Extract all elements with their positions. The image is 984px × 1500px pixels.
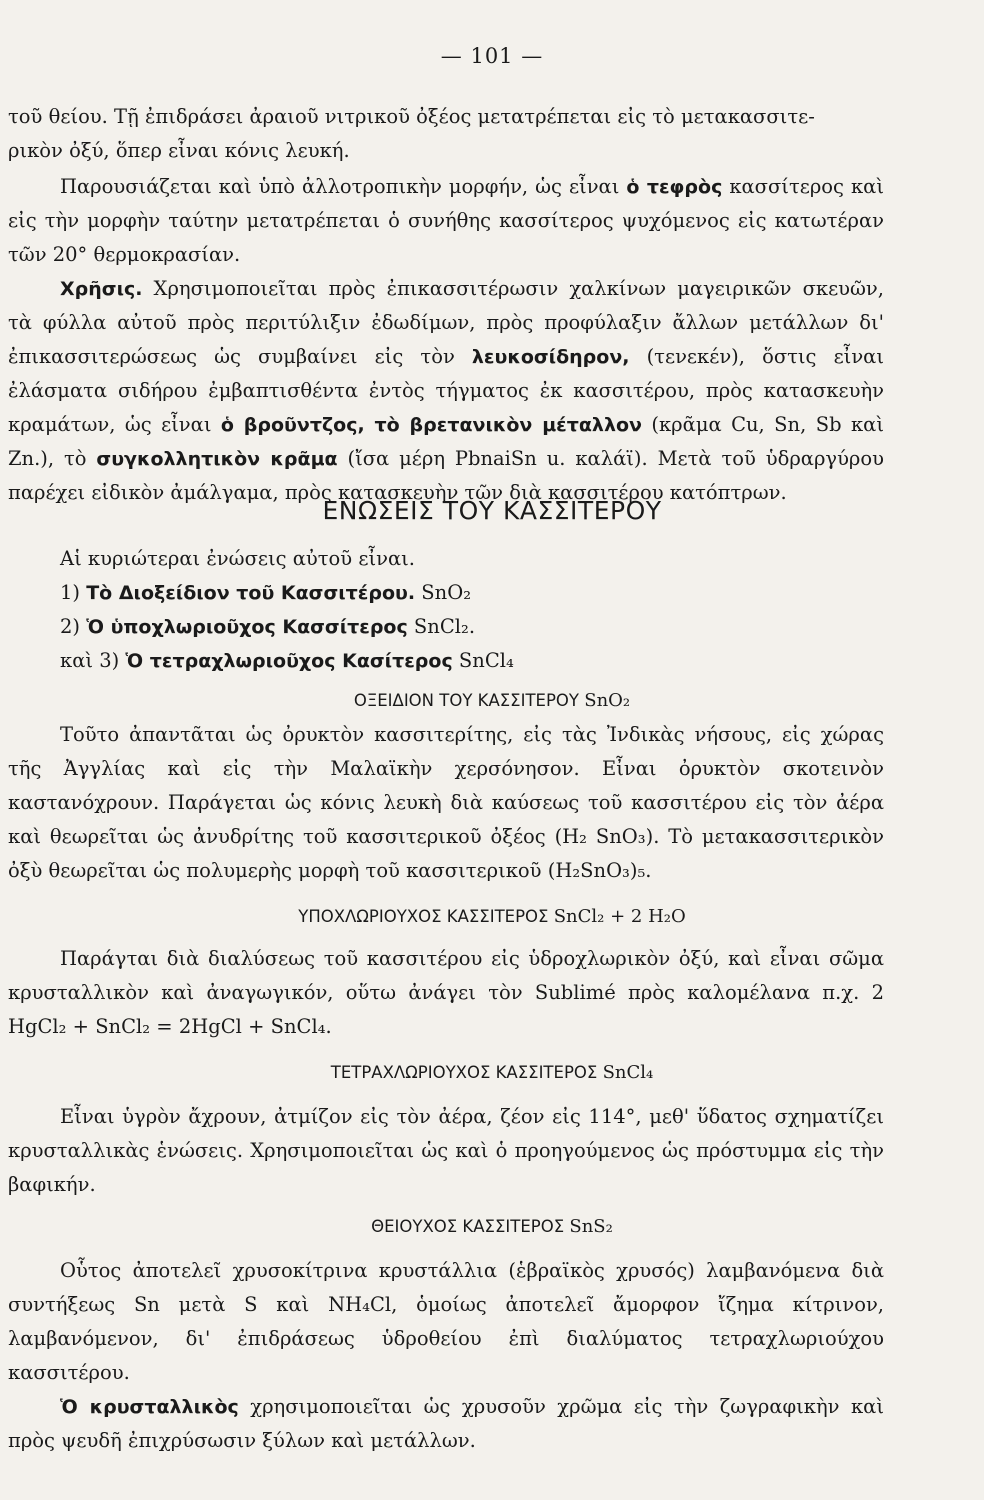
intro-paragraph — [8, 100, 884, 168]
sulfide-paragraph — [8, 1254, 884, 1458]
oxide-paragraph — [8, 718, 884, 888]
tetrachloride-text: Εἶναι ὑγρὸν ἄχρουν, ἀτμίζον εἰς τὸν ἀέρα, ζέον εἰς 114°, μεθ' ὕδατος σχηματίζει κρυσταλλικὰς ἑνώσεις. Χρησιμοποιεῖται ὡς καὶ ὁ προηγούμενος ὡς πρόστυμμα εἰς τὴν βαφικήν. — [8, 1105, 884, 1196]
intro-line-2: ρικὸν ὀξύ, ὅπερ εἶναι κόνις λευκή. — [8, 139, 350, 162]
uses-label: Χρῆσις. — [60, 278, 143, 300]
dichloride-heading: ΥΠΟΧΛΩΡΙΟΥΧΟΣ ΚΑΣΣΙΤΕΡΟΣ SnCl₂ + 2 H₂O — [298, 906, 686, 927]
uses-text-3: (κρᾶμα Cu, Sn, Sb καὶ Zn.), τὸ — [8, 413, 884, 470]
dichloride-text: Παράγται διὰ διαλύσεως τοῦ κασσιτέρου εἰς ὑδροχλωρικὸν ὀξύ, καὶ εἶναι σῶμα κρυσταλλικὸν καὶ ἀναγωγικόν, οὕτω ἀνάγει τὸν Sublimé πρὸς καλομέλανα π.χ. 2 HgCl₂ + SnCl₂ = 2HgCl + SnCl₄. — [8, 947, 884, 1038]
compound-item-1: 1) Τὸ Διοξείδιον τοῦ Κασσιτέρου. SnO₂ — [60, 581, 472, 604]
compounds-intro: Αἱ κυριώτεραι ἐνώσεις αὐτοῦ εἶναι. — [60, 547, 415, 570]
allotropic-text-pre: Παρουσιάζεται καὶ ὑπὸ ἀλλοτροπικὴν μορφήν, ὡς εἶναι — [60, 175, 627, 198]
crystalline-use: Ὁ κρυσταλλικὸς χρησιμοποιεῖται ὡς χρυσοῦν χρῶμα εἰς τὴν ζωγραφικὴν καὶ πρὸς ψευδῆ ἐπιχρύσωσιν ξύλων καὶ μετάλλων. — [8, 1395, 884, 1452]
page-number: — 101 — — [440, 44, 544, 68]
uses-text-2: (τενεκέν), ὅστις εἶναι ἐλάσματα σιδήρου ἐμβαπτισθέντα ἐντὸς τήγματος ἐκ κασσιτέρου, πρὸς κατασκευὴν κραμάτων, ὡς εἶναι — [8, 345, 884, 436]
uses-text-4: (ἴσα μέρη PbnaiSn u. καλάϊ). Μετὰ τοῦ ὑδραργύρου παρέχει εἰδικὸν ἀμάλγαμα, πρὸς κατασκευὴν τῶν διὰ κασσιτέρου κατόπτρων. — [8, 447, 884, 504]
dichloride-formula: SnCl₂ + 2 H₂O — [553, 906, 686, 927]
compound-item-2: 2) Ὁ ὑποχλωριοῦχος Κασσίτερος SnCl₂. — [60, 615, 476, 638]
tetrachloride-heading: ΤΕΤΡΑΧΛΩΡΙΟΥΧΟΣ ΚΑΣΣΙΤΕΡΟΣ SnCl₄ — [330, 1062, 654, 1083]
sulfide-formula: SnS₂ — [569, 1216, 613, 1237]
uses-paragraph — [8, 272, 884, 510]
sulfide-heading: ΘΕΙΟΥΧΟΣ ΚΑΣΣΙΤΕΡΟΣ SnS₂ — [371, 1216, 613, 1237]
compounds-list — [8, 542, 884, 678]
oxide-formula: SnO₂ — [584, 690, 631, 711]
tinplate-term: λευκοσίδηρον, — [471, 346, 630, 368]
sulfide-text: Οὗτος ἀποτελεῖ χρυσοκίτρινα κρυστάλλια (ἑβραϊκὸς χρυσός) λαμβανόμενα διὰ συντήξεως Sn μετὰ S καὶ NH₄Cl, ὁμοίως ἀποτελεῖ ἄμορφον ἴζημα κίτρινον, λαμβανόμενον, δι' ἐπιδράσεως ὑδροθείου ἐπὶ διαλύματος τετραχλωριούχου κασσιτέρου. — [8, 1259, 884, 1384]
allotropic-paragraph — [8, 170, 884, 272]
tetrachloride-formula: SnCl₄ — [602, 1062, 654, 1083]
intro-line-1: τοῦ θείου. Τῇ ἐπιδράσει ἀραιοῦ νιτρικοῦ ὀξέος μετατρέπεται εἰς τὸ μετακασσιτε- — [8, 105, 815, 128]
solder-term: συγκολλητικὸν κρᾶμα — [96, 448, 338, 470]
oxide-text: Τοῦτο ἀπαντᾶται ὡς ὀρυκτὸν κασσιτερίτης, εἰς τὰς Ἰνδικὰς νήσους, εἰς χώρας τῆς Ἀγγλίας καὶ εἰς τὴν Μαλαϊκὴν χερσόνησον. Εἶναι ὀρυκτὸν σκοτεινὸν καστανόχρουν. Παράγεται ὡς κόνις λευκὴ διὰ καύσεως τοῦ κασσιτέρου εἰς τὸν ἀέρα καὶ θεωρεῖται ὡς ἀνυδρίτης τοῦ κασσιτερικοῦ ὀξέος (H₂ SnO₃). Τὸ μετακασσιτερικὸν ὀξὺ θεωρεῖται ὡς πολυμερὴς μορφὴ τοῦ κασσιτερικοῦ (H₂SnO₃)₅. — [8, 723, 884, 882]
dichloride-paragraph — [8, 942, 884, 1044]
compound-item-3: καὶ 3) Ὁ τετραχλωριοῦχος Κασίτερος SnCl₄ — [60, 649, 514, 672]
bronze-term: ὁ βροῦντζος, τὸ βρετανικὸν μέταλλον — [220, 414, 642, 436]
allotropic-text-post: κασσίτερος καὶ εἰς τὴν μορφὴν ταύτην μετατρέπεται ὁ συνήθης κασσίτερος ψυχόμενος εἰς κατωτέραν τῶν 20° θερμοκρασίαν. — [8, 175, 884, 266]
compounds-heading: ΕΝΩΣΕΙΣ ΤΟΥ ΚΑΣΣΙΤΕΡΟΥ — [322, 496, 662, 525]
grey-tin-term: ὁ τεφρὸς — [626, 176, 723, 198]
oxide-heading: ΟΞΕΙΔΙΟΝ ΤΟΥ ΚΑΣΣΙΤΕΡΟΥ SnO₂ — [353, 690, 631, 711]
uses-text-1: Χρησιμοποιεῖται πρὸς ἐπικασσιτέρωσιν χαλκίνων μαγειρικῶν σκευῶν, τὰ φύλλα αὐτοῦ πρὸς περιτύλιξιν ἐδωδίμων, πρὸς προφύλαξιν ἄλλων μετάλλων δι' ἐπικασσιτερώσεως ὡς συμβαίνει εἰς τὸν — [8, 277, 884, 368]
tetrachloride-paragraph — [8, 1100, 884, 1202]
crystalline-term: Ὁ κρυσταλλικὸς — [60, 1396, 239, 1418]
